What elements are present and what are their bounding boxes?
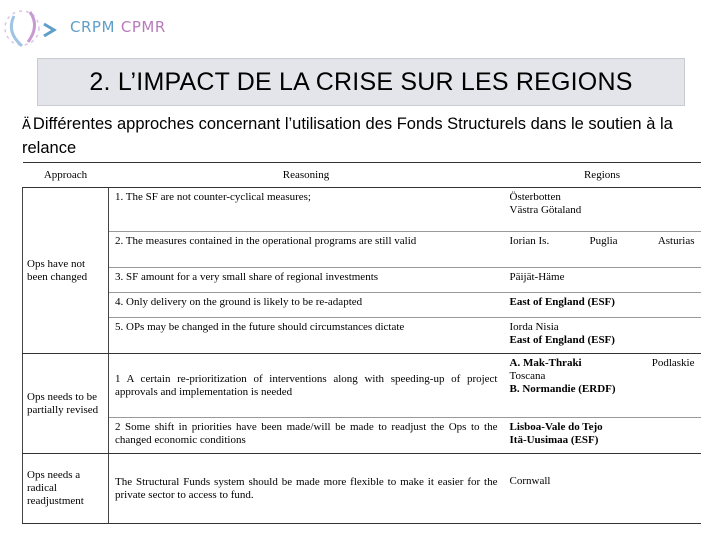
regions-cell bbox=[504, 418, 701, 454]
table-header-row bbox=[23, 163, 701, 188]
table-row bbox=[23, 232, 701, 268]
region-name: B. Normandie (ERDF) bbox=[509, 383, 616, 395]
region-name: Toscana bbox=[509, 370, 546, 382]
regions-cell bbox=[504, 232, 701, 268]
regions-cell bbox=[504, 293, 701, 318]
region-name: Päijät-Häme bbox=[509, 271, 565, 283]
reasoning-cell: 1 A certain re-prioritization of interventions along with speeding-up of project approvals and implementation is needed bbox=[109, 354, 504, 418]
regions-cell bbox=[504, 454, 701, 524]
region-name: Österbotten bbox=[509, 191, 561, 203]
brand-crpm: CRPM bbox=[70, 18, 115, 36]
brand-name bbox=[70, 18, 166, 36]
crpm-logo bbox=[2, 2, 62, 58]
region-name: Iorian Is. bbox=[509, 235, 550, 247]
reasoning-cell: 1. The SF are not counter-cyclical measures; bbox=[109, 188, 504, 232]
page-title: 2. L’IMPACT DE LA CRISE SUR LES REGIONS bbox=[89, 67, 633, 96]
table-row bbox=[23, 188, 701, 232]
reasoning-cell: 5. OPs may be changed in the future should circumstances dictate bbox=[109, 318, 504, 354]
subtitle-text: Différentes approches concernant l’utilisation des Fonds Structurels dans le soutien à la relance bbox=[22, 115, 673, 157]
header-approach: Approach bbox=[23, 163, 109, 188]
reasoning-cell: 2 Some shift in priorities have been made/will be made to readjust the Ops to the changed economic conditions bbox=[109, 418, 504, 454]
brand-cpmr: CPMR bbox=[120, 18, 166, 36]
region-name: Asturias bbox=[657, 235, 695, 247]
region-name: Podlaskie bbox=[651, 357, 695, 369]
header-reasoning: Reasoning bbox=[109, 163, 504, 188]
reasoning-cell: The Structural Funds system should be made more flexible to make it easier for the private sector to access to fund. bbox=[109, 454, 504, 524]
title-box bbox=[37, 58, 685, 106]
approach-cell: Ops have not been changed bbox=[23, 188, 109, 354]
region-name: Cornwall bbox=[509, 474, 551, 487]
reasoning-cell: 4. Only delivery on the ground is likely to be re-adapted bbox=[109, 293, 504, 318]
region-name: Itä-Uusimaa (ESF) bbox=[509, 434, 599, 446]
subtitle bbox=[22, 113, 712, 159]
region-name: East of England (ESF) bbox=[509, 296, 615, 308]
table-row bbox=[23, 293, 701, 318]
table-row bbox=[23, 354, 701, 418]
region-name: A. Mak-Thraki bbox=[509, 357, 582, 369]
region-name: Iorda Nisia bbox=[509, 321, 559, 333]
table-row bbox=[23, 268, 701, 293]
approach-cell: Ops needs a radical readjustment bbox=[23, 454, 109, 524]
regions-table bbox=[22, 162, 701, 524]
reasoning-cell: 2. The measures contained in the operational programs are still valid bbox=[109, 232, 504, 268]
approach-cell: Ops needs to be partially revised bbox=[23, 354, 109, 454]
region-name: East of England (ESF) bbox=[509, 334, 615, 346]
bullet-icon: Ä bbox=[22, 118, 31, 133]
table-row bbox=[23, 418, 701, 454]
region-name: Puglia bbox=[589, 235, 618, 247]
region-name: Västra Götaland bbox=[509, 204, 582, 216]
header-regions: Regions bbox=[504, 163, 701, 188]
table-row bbox=[23, 454, 701, 524]
regions-cell bbox=[504, 268, 701, 293]
regions-cell bbox=[504, 354, 701, 418]
table-row bbox=[23, 318, 701, 354]
regions-cell bbox=[504, 318, 701, 354]
region-name: Lisboa-Vale do Tejo bbox=[509, 421, 603, 433]
regions-cell bbox=[504, 188, 701, 232]
reasoning-cell: 3. SF amount for a very small share of regional investments bbox=[109, 268, 504, 293]
